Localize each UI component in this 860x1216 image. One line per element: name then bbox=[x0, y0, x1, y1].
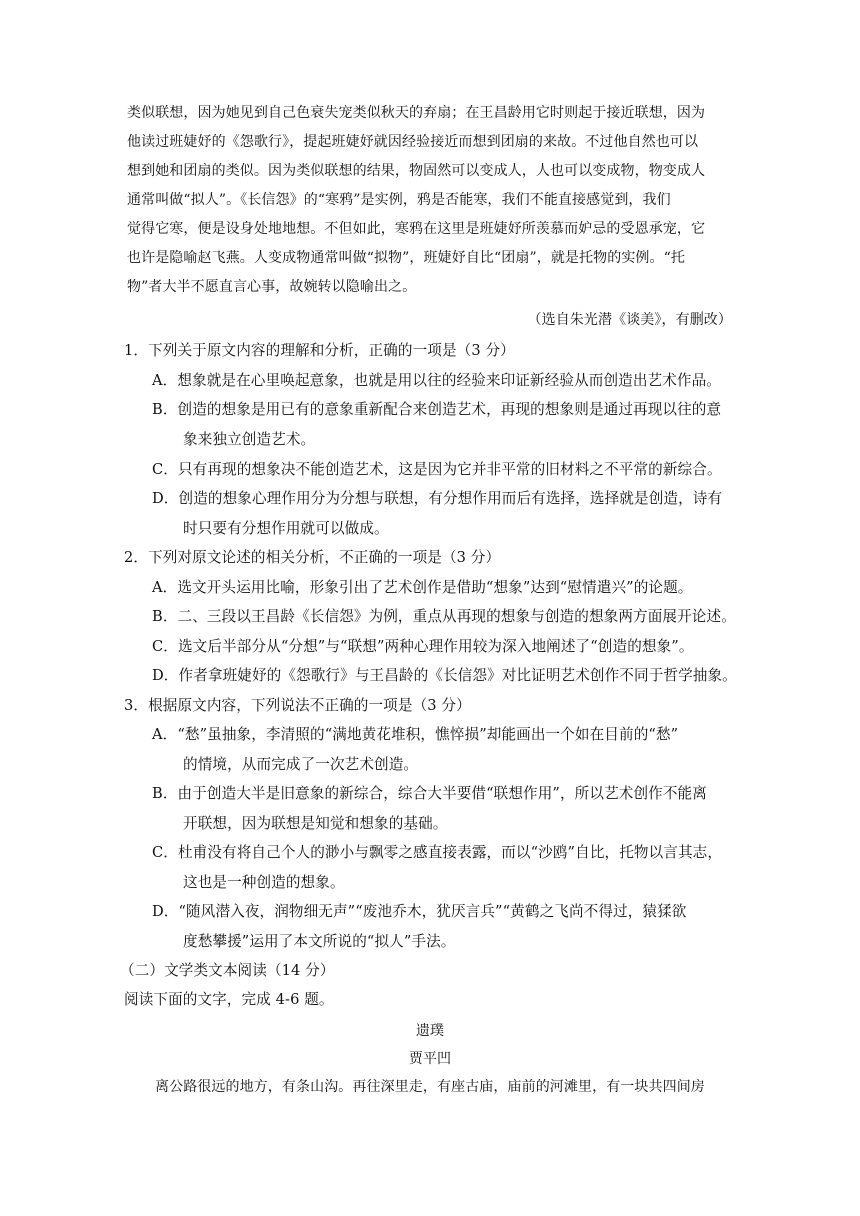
q1-option-b-cont: 象来独立创造艺术。 bbox=[183, 431, 316, 448]
passage-line: 想到她和团扇的类似。因为类似联想的结果，物固然可以变成人，人也可以变成物，物变成人 bbox=[127, 163, 706, 179]
q1-option-d-cont: 时只要有分想作用就可以做成。 bbox=[183, 520, 389, 537]
story-first-line: 离公路很远的地方，有条山沟。再往深里走，有座古庙，庙前的河滩里，有一块共四间房 bbox=[155, 1079, 705, 1095]
q3-option-a: A．“愁”虽抽象，李清照的“满地黄花堆积，憔悴损”却能画出一个如在目前的“愁” bbox=[152, 726, 679, 743]
q2-option-c: C．选文后半部分从“分想”与“联想”两种心理作用较为深入地阐述了“创造的想象”。 bbox=[152, 638, 694, 655]
passage-line: 他读过班婕妤的《怨歌行》，提起班婕妤就因经验接近而想到团扇的来故。不过他自然也可以 bbox=[127, 134, 699, 150]
question-1-stem: 1．下列关于原文内容的理解和分析，正确的一项是（3 分） bbox=[124, 342, 515, 359]
q3-option-b: B．由于创造大半是旧意象的新综合，综合大半要借“联想作用”，所以艺术创作不能离 bbox=[152, 785, 707, 802]
section-heading: （二）文学类文本阅读（14 分） bbox=[120, 962, 335, 979]
passage-line: 通常叫做“拟人”。《长信怨》的“寒鸦”是实例，鸦是否能寒，我们不能直接感觉到，我们 bbox=[127, 192, 671, 208]
question-2-stem: 2．下列对原文论述的相关分析，不正确的一项是（3 分） bbox=[124, 549, 501, 566]
q3-option-a-cont: 的情境，从而完成了一次艺术创造。 bbox=[183, 756, 419, 773]
q1-option-b: B．创造的想象是用已有的意象重新配合来创造艺术，再现的想象则是通过再现以往的意 bbox=[152, 401, 722, 418]
q3-option-c: C．杜甫没有将自己个人的渺小与飘零之感直接表露，而以“沙鸥”自比，托物以言其志， bbox=[152, 844, 723, 861]
q1-option-d: D．创造的想象心理作用分为分想与联想，有分想作用而后有选择，选择就是创造，诗有 bbox=[152, 490, 723, 507]
passage-line: 类似联想，因为她见到自己色衰失宠类似秋天的弃扇；在王昌龄用它时则起于接近联想，因为 bbox=[127, 105, 706, 121]
q1-option-c: C．只有再现的想象决不能创造艺术，这是因为它并非平常的旧材料之不平常的新综合。 bbox=[152, 461, 722, 478]
story-author: 贾平凹 bbox=[408, 1051, 452, 1067]
q2-option-a: A．选文开头运用比喻，形象引出了艺术创作是借助“想象”达到“慰情遣兴”的论题。 bbox=[152, 579, 693, 596]
passage-line: 物”者大半不愿直言心事，故婉转以隐喻出之。 bbox=[127, 279, 417, 295]
q3-option-d: D．“随风潜入夜，润物细无声”“废池乔木，犹厌言兵”“黄鹤之飞尚不得过，猿猱欲 bbox=[152, 903, 687, 920]
q2-option-d: D．作者拿班婕妤的《怨歌行》与王昌龄的《长信怨》对比证明艺术创作不同于哲学抽象。 bbox=[152, 667, 737, 684]
q3-option-c-cont: 这也是一种创造的想象。 bbox=[183, 874, 345, 891]
q1-option-a: A．想象就是在心里唤起意象，也就是用以往的经验来印证新经验从而创造出艺术作品。 bbox=[152, 372, 722, 389]
question-3-stem: 3．根据原文内容，下列说法不正确的一项是（3 分） bbox=[124, 697, 471, 714]
passage-line: 觉得它寒，便是设身处地地想。不但如此，寒鸦在这里是班婕妤所羡慕而妒忌的受恩承宠，它 bbox=[127, 221, 706, 237]
section-instruction: 阅读下面的文字，完成 4-6 题。 bbox=[124, 991, 334, 1008]
q3-option-d-cont: 度愁攀援”运用了本文所说的“拟人”手法。 bbox=[183, 933, 456, 950]
q3-option-b-cont: 开联想，因为联想是知觉和想象的基础。 bbox=[183, 815, 448, 832]
source-citation: （选自朱光潜《谈美》，有删改） bbox=[527, 312, 732, 328]
story-title: 遗璞 bbox=[415, 1023, 445, 1039]
q2-option-b: B．二、三段以王昌龄《长信怨》为例，重点从再现的想象与创造的想象两方面展开论述。 bbox=[152, 608, 736, 625]
passage-line: 也许是隐喻赵飞燕。人变成物通常叫做“拟物”，班婕妤自比“团扇”，就是托物的实例。“托 bbox=[127, 250, 685, 266]
